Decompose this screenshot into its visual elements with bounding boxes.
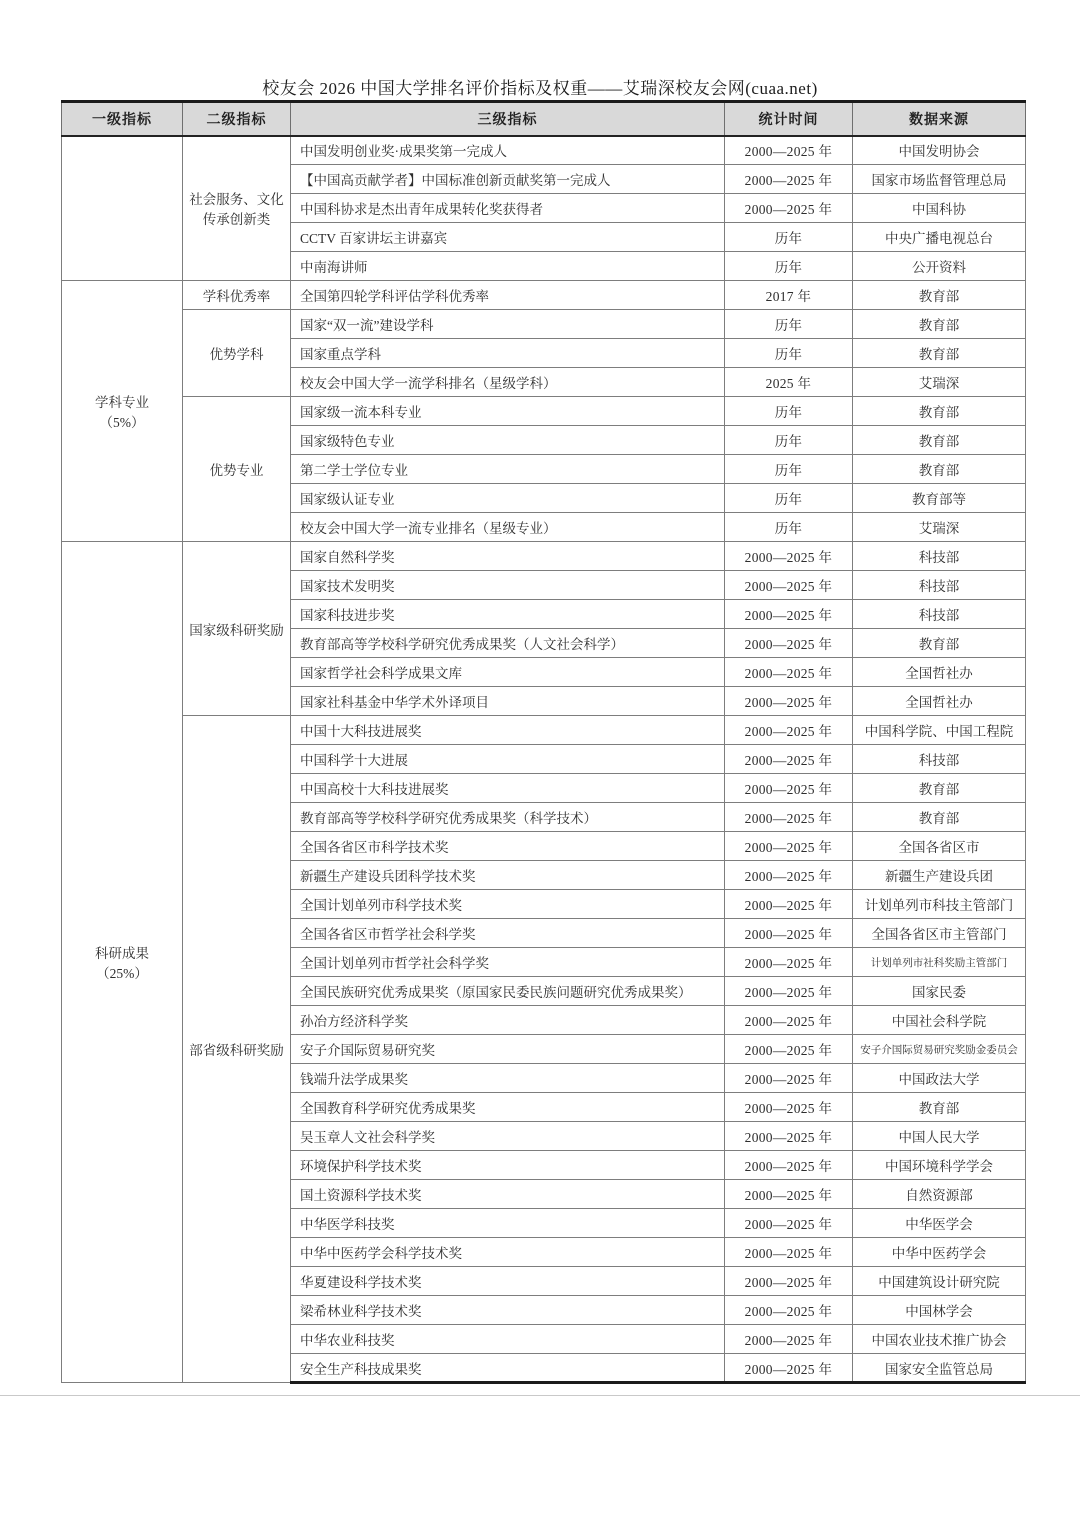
source-cell: 教育部: [853, 774, 1026, 803]
period-cell: 历年: [725, 310, 853, 339]
period-cell: 2000—2025 年: [725, 629, 853, 658]
indicator-cell: 校友会中国大学一流专业排名（星级专业）: [291, 513, 725, 542]
period-cell: 2000—2025 年: [725, 1035, 853, 1064]
period-cell: 2000—2025 年: [725, 890, 853, 919]
indicator-cell: 教育部高等学校科学研究优秀成果奖（人文社会科学）: [291, 629, 725, 658]
indicator-cell: 全国第四轮学科评估学科优秀率: [291, 281, 725, 310]
indicator-cell: 中国发明创业奖·成果奖第一完成人: [291, 136, 725, 165]
period-cell: 历年: [725, 223, 853, 252]
group-label-line: 学科专业: [95, 395, 149, 410]
source-cell: 计划单列市科技主管部门: [853, 890, 1026, 919]
period-cell: 2000—2025 年: [725, 1122, 853, 1151]
indicator-cell: 国家自然科学奖: [291, 542, 725, 571]
source-cell: 中国林学会: [853, 1296, 1026, 1325]
level2-cell: [183, 397, 291, 542]
group-label-line: 优势专业: [209, 463, 264, 478]
source-cell: 中国社会科学院: [853, 1006, 1026, 1035]
source-cell: 自然资源部: [853, 1180, 1026, 1209]
indicator-cell: 国家级特色专业: [291, 426, 725, 455]
source-cell: 计划单列市社科奖励主管部门: [853, 948, 1026, 977]
indicator-cell: 校友会中国大学一流学科排名（星级学科）: [291, 368, 725, 397]
source-cell: 中国人民大学: [853, 1122, 1026, 1151]
table-row: [62, 542, 1026, 571]
source-cell: 教育部: [853, 397, 1026, 426]
indicator-cell: 华夏建设科学技术奖: [291, 1267, 725, 1296]
table-row: [62, 136, 1026, 165]
source-cell: 艾瑞深: [853, 513, 1026, 542]
source-cell: 全国哲社办: [853, 658, 1026, 687]
source-cell: 艾瑞深: [853, 368, 1026, 397]
table-header: [62, 102, 1026, 136]
header-period: 统计时间: [725, 102, 853, 136]
indicator-cell: 国家技术发明奖: [291, 571, 725, 600]
period-cell: 2000—2025 年: [725, 542, 853, 571]
indicator-cell: 全国教育科学研究优秀成果奖: [291, 1093, 725, 1122]
source-cell: 新疆生产建设兵团: [853, 861, 1026, 890]
indicator-cell: 中国科协求是杰出青年成果转化奖获得者: [291, 194, 725, 223]
period-cell: 2000—2025 年: [725, 1267, 853, 1296]
header-level3: 三级指标: [291, 102, 725, 136]
indicator-cell: 新疆生产建设兵团科学技术奖: [291, 861, 725, 890]
source-cell: 中华医学会: [853, 1209, 1026, 1238]
indicator-cell: 安全生产科技成果奖: [291, 1354, 725, 1383]
table-row: [62, 310, 1026, 339]
source-cell: 中国农业技术推广协会: [853, 1325, 1026, 1354]
indicator-cell: 中国高校十大科技进展奖: [291, 774, 725, 803]
level1-cell: [62, 542, 183, 1383]
indicator-cell: 国家哲学社会科学成果文库: [291, 658, 725, 687]
period-cell: 2000—2025 年: [725, 745, 853, 774]
indicator-cell: 教育部高等学校科学研究优秀成果奖（科学技术）: [291, 803, 725, 832]
period-cell: 2017 年: [725, 281, 853, 310]
indicator-cell: 中华中医药学会科学技术奖: [291, 1238, 725, 1267]
indicator-cell: 全国各省区市哲学社会科学奖: [291, 919, 725, 948]
indicator-cell: 第二学士学位专业: [291, 455, 725, 484]
period-cell: 2000—2025 年: [725, 977, 853, 1006]
period-cell: 历年: [725, 426, 853, 455]
source-cell: 中国科协: [853, 194, 1026, 223]
period-cell: 2000—2025 年: [725, 1093, 853, 1122]
group-label-line: 部省级科研奖励: [189, 1043, 284, 1058]
indicator-cell: CCTV 百家讲坛主讲嘉宾: [291, 223, 725, 252]
indicator-cell: 国家级一流本科专业: [291, 397, 725, 426]
period-cell: 历年: [725, 397, 853, 426]
source-cell: 全国各省区市: [853, 832, 1026, 861]
source-cell: 中国科学院、中国工程院: [853, 716, 1026, 745]
period-cell: 2000—2025 年: [725, 194, 853, 223]
level2-cell: [183, 136, 291, 281]
group-label-line: 国家级科研奖励: [189, 622, 284, 638]
period-cell: 2000—2025 年: [725, 774, 853, 803]
indicator-cell: 国家科技进步奖: [291, 600, 725, 629]
indicator-cell: 国土资源科学技术奖: [291, 1180, 725, 1209]
indicator-cell: 全国民族研究优秀成果奖（原国家民委民族问题研究优秀成果奖）: [291, 977, 725, 1006]
group-label-line: （25%）: [96, 966, 148, 981]
source-cell: 教育部: [853, 281, 1026, 310]
page-title: 校友会 2026 中国大学排名评价指标及权重——艾瑞深校友会网(cuaa.net): [262, 79, 818, 98]
indicator-cell: 国家“双一流”建设学科: [291, 310, 725, 339]
indicator-cell: 中南海讲师: [291, 252, 725, 281]
period-cell: 2000—2025 年: [725, 1296, 853, 1325]
period-cell: 历年: [725, 484, 853, 513]
indicator-cell: 环境保护科学技术奖: [291, 1151, 725, 1180]
indicator-table-body: [62, 136, 1026, 1383]
period-cell: 2000—2025 年: [725, 1180, 853, 1209]
indicator-table: [61, 100, 1026, 1384]
period-cell: 2000—2025 年: [725, 1064, 853, 1093]
source-cell: 全国各省区市主管部门: [853, 919, 1026, 948]
group-label-line: 学科优秀率: [202, 289, 271, 304]
level2-cell: [183, 716, 291, 1383]
level2-cell: [183, 310, 291, 397]
table-row: [62, 397, 1026, 426]
source-cell: 教育部: [853, 310, 1026, 339]
source-cell: 国家民委: [853, 977, 1026, 1006]
source-cell: 公开资料: [853, 252, 1026, 281]
period-cell: 2025 年: [725, 368, 853, 397]
level1-cell: [62, 136, 183, 281]
source-cell: 科技部: [853, 745, 1026, 774]
indicator-cell: 中华农业科技奖: [291, 1325, 725, 1354]
period-cell: 2000—2025 年: [725, 600, 853, 629]
period-cell: 2000—2025 年: [725, 1325, 853, 1354]
indicator-cell: 国家级认证专业: [291, 484, 725, 513]
indicator-cell: 国家社科基金中华学术外译项目: [291, 687, 725, 716]
period-cell: 历年: [725, 455, 853, 484]
indicator-cell: 钱端升法学成果奖: [291, 1064, 725, 1093]
group-label-line: 优势学科: [209, 347, 264, 362]
group-label-line: 传承创新类: [202, 212, 271, 228]
level2-cell: [183, 281, 291, 310]
indicator-cell: 全国计划单列市科学技术奖: [291, 890, 725, 919]
level2-cell: [183, 542, 291, 716]
table-row: [62, 281, 1026, 310]
source-cell: 科技部: [853, 542, 1026, 571]
indicator-cell: 孙冶方经济科学奖: [291, 1006, 725, 1035]
period-cell: 2000—2025 年: [725, 948, 853, 977]
period-cell: 2000—2025 年: [725, 571, 853, 600]
header-level1: 一级指标: [62, 102, 183, 136]
source-cell: 科技部: [853, 600, 1026, 629]
period-cell: 历年: [725, 513, 853, 542]
period-cell: 历年: [725, 339, 853, 368]
level1-cell: [62, 281, 183, 542]
source-cell: 教育部: [853, 803, 1026, 832]
header-row: [62, 102, 1026, 136]
indicator-cell: 中国科学十大进展: [291, 745, 725, 774]
source-cell: 中央广播电视总台: [853, 223, 1026, 252]
source-cell: 国家安全监管总局: [853, 1354, 1026, 1383]
period-cell: 2000—2025 年: [725, 136, 853, 165]
indicator-cell: 中华医学科技奖: [291, 1209, 725, 1238]
source-cell: 中华中医药学会: [853, 1238, 1026, 1267]
indicator-cell: 安子介国际贸易研究奖: [291, 1035, 725, 1064]
source-cell: 科技部: [853, 571, 1026, 600]
source-cell: 中国环境科学学会: [853, 1151, 1026, 1180]
period-cell: 2000—2025 年: [725, 803, 853, 832]
group-label-line: 社会服务、文化: [189, 192, 284, 208]
period-cell: 2000—2025 年: [725, 919, 853, 948]
source-cell: 中国政法大学: [853, 1064, 1026, 1093]
period-cell: 2000—2025 年: [725, 1006, 853, 1035]
indicator-cell: 吴玉章人文社会科学奖: [291, 1122, 725, 1151]
source-cell: 全国哲社办: [853, 687, 1026, 716]
source-cell: 教育部: [853, 629, 1026, 658]
source-cell: 教育部: [853, 339, 1026, 368]
period-cell: 2000—2025 年: [725, 832, 853, 861]
period-cell: 2000—2025 年: [725, 165, 853, 194]
period-cell: 2000—2025 年: [725, 1354, 853, 1383]
indicator-cell: 全国计划单列市哲学社会科学奖: [291, 948, 725, 977]
source-cell: 教育部: [853, 455, 1026, 484]
period-cell: 历年: [725, 252, 853, 281]
period-cell: 2000—2025 年: [725, 861, 853, 890]
table-row: [62, 716, 1026, 745]
indicator-cell: 中国十大科技进展奖: [291, 716, 725, 745]
page-bottom-rule: [0, 1395, 1080, 1396]
indicator-cell: 【中国高贡献学者】中国标准创新贡献奖第一完成人: [291, 165, 725, 194]
indicator-cell: 梁希林业科学技术奖: [291, 1296, 725, 1325]
header-source: 数据来源: [853, 102, 1026, 136]
period-cell: 2000—2025 年: [725, 658, 853, 687]
source-cell: 安子介国际贸易研究奖励金委员会: [853, 1035, 1026, 1064]
source-cell: 中国发明协会: [853, 136, 1026, 165]
source-cell: 中国建筑设计研究院: [853, 1267, 1026, 1296]
source-cell: 教育部: [853, 1093, 1026, 1122]
period-cell: 2000—2025 年: [725, 687, 853, 716]
period-cell: 2000—2025 年: [725, 1209, 853, 1238]
group-label-line: （5%）: [99, 415, 145, 430]
source-cell: 国家市场监督管理总局: [853, 165, 1026, 194]
period-cell: 2000—2025 年: [725, 1238, 853, 1267]
period-cell: 2000—2025 年: [725, 716, 853, 745]
source-cell: 教育部等: [853, 484, 1026, 513]
group-label-line: 科研成果: [95, 946, 149, 961]
indicator-cell: 全国各省区市科学技术奖: [291, 832, 725, 861]
header-level2: 二级指标: [183, 102, 291, 136]
source-cell: 教育部: [853, 426, 1026, 455]
period-cell: 2000—2025 年: [725, 1151, 853, 1180]
indicator-cell: 国家重点学科: [291, 339, 725, 368]
